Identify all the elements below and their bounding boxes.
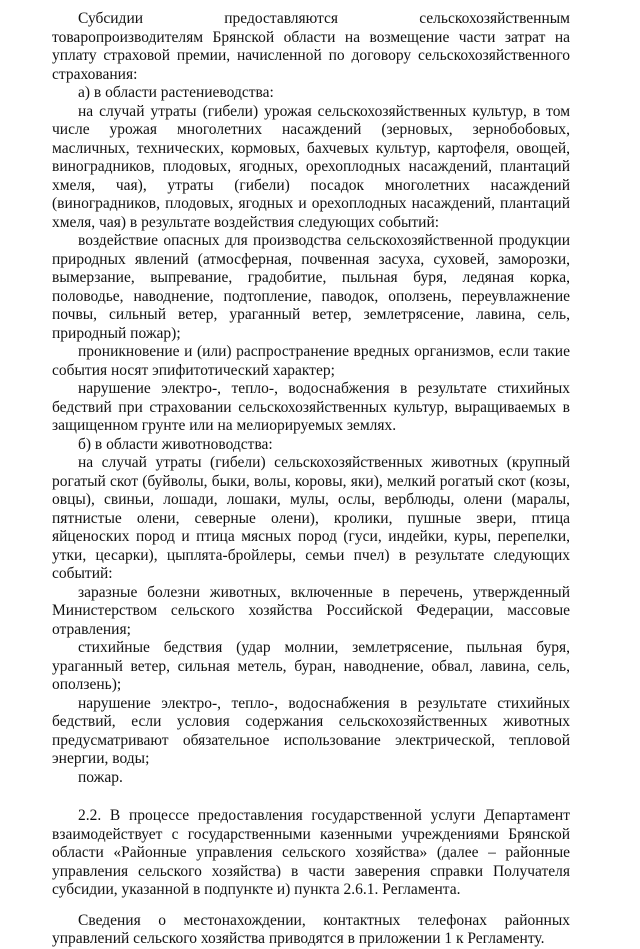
paragraph-crop-heading: а) в области растениеводства:: [78, 84, 274, 101]
paragraph-subsidies-intro: Субсидии предоставляются сельскохозяйственным товаропроизводителям Брянской области на возмещение части затрат на уплату страховой премии, начисленной по договору сельскохозяйственного страхования:: [52, 10, 570, 83]
paragraph-harmful-organisms: проникновение и (или) распространение вредных организмов, если такие события носят эпифитотический характер;: [52, 343, 570, 379]
paragraph-contact-info: Сведения о местонахождении, контактных телефонах районных управлений сельского хозяйства приводятся в приложении 1 к Регламенту.: [52, 911, 570, 947]
paragraph-livestock-loss: на случай утраты (гибели) сельскохозяйственных животных (крупный рогатый скот (буйволы, быки, волы, коровы, яки), мелкий рогатый скот (козы, овцы), свиньи, лошади, лошаки, мулы, ослы, верблюды, олени (маралы, пятнистые олени, северные олени), кролики, пушные звери, птица яйценоских пород и птица мясных пород (гуси, индейки, куры, перепелки, утки, цесарки), цыплята-бройлеры, семьи пчел) в результате следующих событий:: [52, 454, 570, 582]
paragraph-livestock-heading: б) в области животноводства:: [78, 435, 273, 453]
paragraph-animal-diseases: заразные болезни животных, включенные в перечень, утвержденный Министерством сельского хозяйства Российской Федерации, массовые отравления;: [52, 583, 570, 638]
paragraph-section-2-2: 2.2. В процессе предоставления государственной услуги Департамент взаимодействует с государственными казенными учреждениями Брянской области «Районные управления сельского хозяйства» (далее – районные управления сельского хозяйства) в части заверения справки Получателя субсидии, указанной в подпункте и) пункта 2.6.1. Регламента.: [52, 807, 570, 898]
paragraph-natural-hazards: воздействие опасных для производства сельскохозяйственной продукции природных явлений (атмосферная, почвенная засуха, суховей, заморозки, вымерзание, выпревание, градобитие, пыльная буря, ледяная корка, половодье, наводнение, подтопление, паводок, оползень, переувлажнение почвы, сильный ветер, ураганный ветер, землетрясение, лавина, сель, природный пожар);: [52, 232, 570, 342]
paragraph-crop-loss: на случай утраты (гибели) урожая сельскохозяйственных культур, в том числе урожая многолетних насаждений (зерновых, зернобобовых, масличных, технических, кормовых, бахчевых культур, картофеля, овощей, виноградников, плодовых, ягодных, орехоплодных насаждений, плантаций хмеля, чая), утраты (гибели) посадок многолетних насаждений (виноградников, плодовых, ягодных и орехоплодных насаждений, плантаций хмеля, чая) в результате воздействия следующих событий:: [52, 102, 570, 231]
paragraph-fire: пожар.: [78, 768, 123, 786]
paragraph-utility-disruption-livestock: нарушение электро-, тепло-, водоснабжения в результате стихийных бедствий, если условия содержания сельскохозяйственных животных предусматривают обязательное использование электрической, тепловой энергии, воды;: [52, 694, 570, 767]
paragraph-natural-disasters: стихийные бедствия (удар молнии, землетрясение, пыльная буря, ураганный ветер, сильная метель, буран, наводнение, обвал, лавина, сель, оползень);: [52, 639, 570, 693]
paragraph-utility-disruption-crops: нарушение электро-, тепло-, водоснабжения в результате стихийных бедствий при страховании сельскохозяйственных культур, выращиваемых в защищенном грунте или на мелиорируемых землях.: [52, 380, 570, 434]
